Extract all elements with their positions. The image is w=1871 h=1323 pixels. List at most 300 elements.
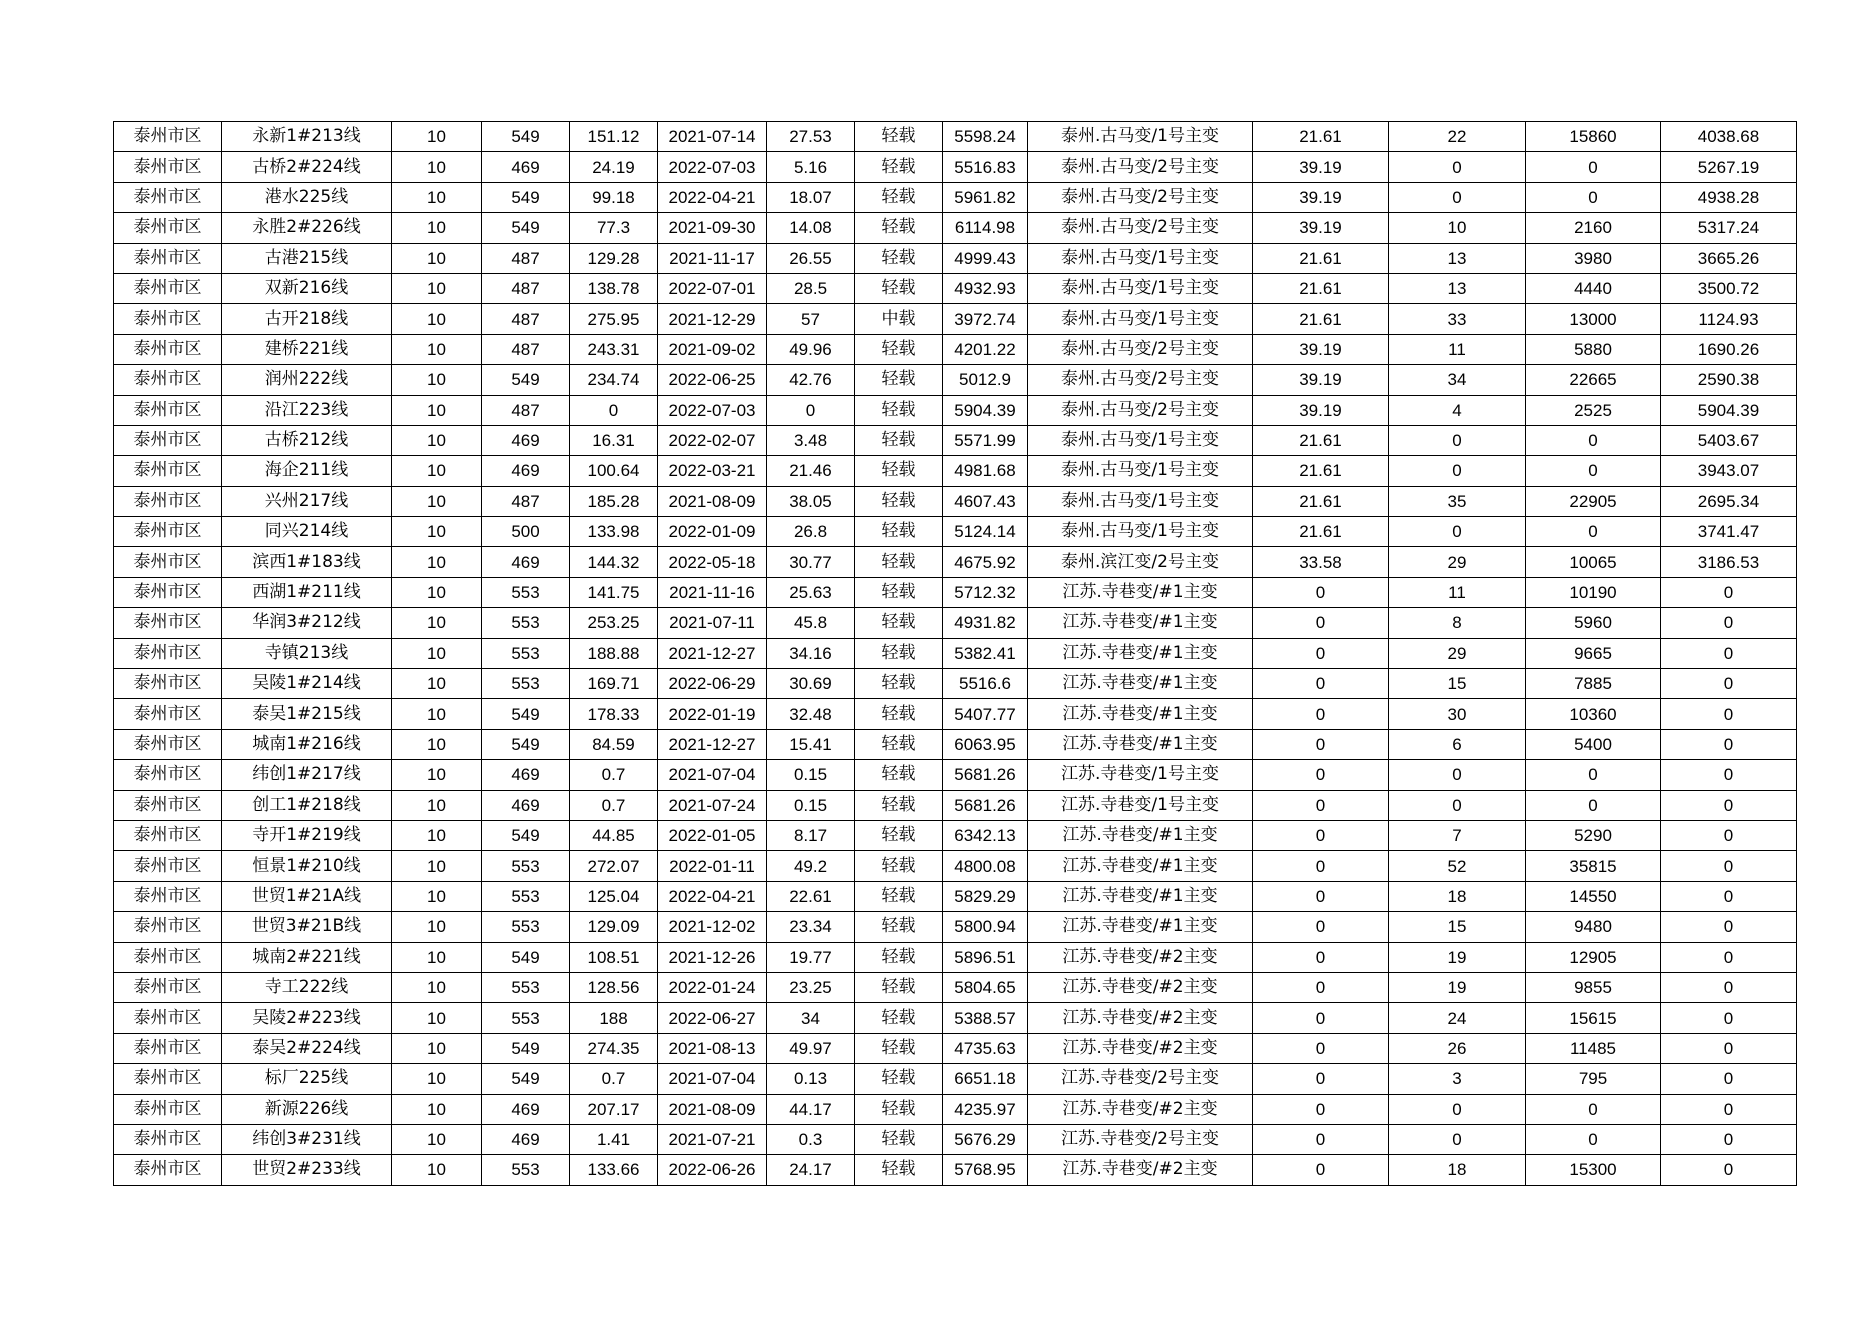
table-row (114, 577, 1797, 607)
area-cell: 泰州市区 (114, 456, 222, 486)
load-rate-cell: 0 (767, 395, 855, 425)
voltage-cell: 10 (392, 942, 482, 972)
rated-current-cell: 553 (482, 1155, 570, 1185)
transformer-load-cell: 21.61 (1253, 486, 1389, 516)
area-cell: 泰州市区 (114, 881, 222, 911)
table-row (114, 608, 1797, 638)
available-capacity-cell: 6651.18 (943, 1064, 1028, 1094)
max-current-cell: 133.98 (570, 517, 658, 547)
substation-transformer-cell: 江苏.寺巷变/#2主变 (1028, 1155, 1253, 1185)
capacity-cell: 5880 (1526, 334, 1661, 364)
capacity-cell: 12905 (1526, 942, 1661, 972)
available-capacity-cell: 5904.39 (943, 395, 1028, 425)
substation-transformer-cell: 江苏.寺巷变/2号主变 (1028, 1124, 1253, 1154)
transformer-load-cell: 0 (1253, 851, 1389, 881)
transformer-load-cell: 21.61 (1253, 304, 1389, 334)
table-row (114, 182, 1797, 212)
max-current-cell: 100.64 (570, 456, 658, 486)
voltage-cell: 10 (392, 243, 482, 273)
load-rate-cell: 25.63 (767, 577, 855, 607)
table-row (114, 334, 1797, 364)
rated-current-cell: 553 (482, 881, 570, 911)
available-capacity-cell: 6342.13 (943, 820, 1028, 850)
count-cell: 13 (1389, 273, 1526, 303)
voltage-cell: 10 (392, 1155, 482, 1185)
line-name-cell: 永胜2#226线 (222, 213, 392, 243)
load-rate-cell: 24.17 (767, 1155, 855, 1185)
rated-current-cell: 553 (482, 972, 570, 1002)
table-row (114, 365, 1797, 395)
capacity-cell: 795 (1526, 1064, 1661, 1094)
rated-current-cell: 549 (482, 1064, 570, 1094)
max-current-cell: 84.59 (570, 729, 658, 759)
voltage-cell: 10 (392, 608, 482, 638)
transformer-load-cell: 0 (1253, 912, 1389, 942)
date-cell: 2021-07-21 (658, 1124, 767, 1154)
voltage-cell: 10 (392, 152, 482, 182)
remaining-capacity-cell: 4938.28 (1661, 182, 1797, 212)
date-cell: 2022-06-26 (658, 1155, 767, 1185)
rated-current-cell: 487 (482, 334, 570, 364)
line-name-cell: 古港215线 (222, 243, 392, 273)
transformer-load-cell: 0 (1253, 699, 1389, 729)
available-capacity-cell: 4999.43 (943, 243, 1028, 273)
available-capacity-cell: 5407.77 (943, 699, 1028, 729)
available-capacity-cell: 4201.22 (943, 334, 1028, 364)
max-current-cell: 138.78 (570, 273, 658, 303)
voltage-cell: 10 (392, 213, 482, 243)
area-cell: 泰州市区 (114, 334, 222, 364)
available-capacity-cell: 5961.82 (943, 182, 1028, 212)
transformer-load-cell: 0 (1253, 1094, 1389, 1124)
remaining-capacity-cell: 5267.19 (1661, 152, 1797, 182)
remaining-capacity-cell: 0 (1661, 881, 1797, 911)
count-cell: 24 (1389, 1003, 1526, 1033)
count-cell: 18 (1389, 1155, 1526, 1185)
table-row (114, 729, 1797, 759)
remaining-capacity-cell: 0 (1661, 1064, 1797, 1094)
rated-current-cell: 487 (482, 273, 570, 303)
substation-transformer-cell: 泰州.古马变/2号主变 (1028, 152, 1253, 182)
capacity-cell: 0 (1526, 1094, 1661, 1124)
table-row (114, 942, 1797, 972)
max-current-cell: 99.18 (570, 182, 658, 212)
table-row (114, 425, 1797, 455)
load-status-cell: 轻载 (855, 486, 943, 516)
area-cell: 泰州市区 (114, 152, 222, 182)
line-name-cell: 世贸3#21B线 (222, 912, 392, 942)
table-row (114, 972, 1797, 1002)
capacity-cell: 5960 (1526, 608, 1661, 638)
transformer-load-cell: 21.61 (1253, 243, 1389, 273)
transformer-load-cell: 39.19 (1253, 152, 1389, 182)
available-capacity-cell: 4800.08 (943, 851, 1028, 881)
count-cell: 29 (1389, 638, 1526, 668)
load-status-cell: 轻载 (855, 1064, 943, 1094)
count-cell: 0 (1389, 790, 1526, 820)
load-status-cell: 轻载 (855, 820, 943, 850)
substation-transformer-cell: 江苏.寺巷变/#1主变 (1028, 638, 1253, 668)
load-rate-cell: 49.96 (767, 334, 855, 364)
voltage-cell: 10 (392, 1033, 482, 1063)
area-cell: 泰州市区 (114, 608, 222, 638)
load-rate-cell: 14.08 (767, 213, 855, 243)
count-cell: 4 (1389, 395, 1526, 425)
date-cell: 2021-07-11 (658, 608, 767, 638)
rated-current-cell: 469 (482, 547, 570, 577)
date-cell: 2022-01-11 (658, 851, 767, 881)
load-status-cell: 中载 (855, 304, 943, 334)
area-cell: 泰州市区 (114, 577, 222, 607)
count-cell: 15 (1389, 912, 1526, 942)
count-cell: 22 (1389, 122, 1526, 152)
substation-transformer-cell: 江苏.寺巷变/#1主变 (1028, 608, 1253, 638)
table-row (114, 1064, 1797, 1094)
substation-transformer-cell: 江苏.寺巷变/#2主变 (1028, 942, 1253, 972)
date-cell: 2022-04-21 (658, 182, 767, 212)
line-name-cell: 海企211线 (222, 456, 392, 486)
date-cell: 2022-04-21 (658, 881, 767, 911)
substation-transformer-cell: 泰州.古马变/1号主变 (1028, 304, 1253, 334)
area-cell: 泰州市区 (114, 1064, 222, 1094)
remaining-capacity-cell: 0 (1661, 608, 1797, 638)
capacity-cell: 5290 (1526, 820, 1661, 850)
remaining-capacity-cell: 3665.26 (1661, 243, 1797, 273)
transformer-load-cell: 0 (1253, 729, 1389, 759)
substation-transformer-cell: 泰州.滨江变/2号主变 (1028, 547, 1253, 577)
voltage-cell: 10 (392, 456, 482, 486)
load-status-cell: 轻载 (855, 881, 943, 911)
table-row (114, 851, 1797, 881)
rated-current-cell: 549 (482, 699, 570, 729)
area-cell: 泰州市区 (114, 729, 222, 759)
line-name-cell: 古开218线 (222, 304, 392, 334)
area-cell: 泰州市区 (114, 638, 222, 668)
line-name-cell: 恒景1#210线 (222, 851, 392, 881)
transformer-load-cell: 21.61 (1253, 425, 1389, 455)
voltage-cell: 10 (392, 577, 482, 607)
rated-current-cell: 549 (482, 820, 570, 850)
substation-transformer-cell: 江苏.寺巷变/#1主变 (1028, 851, 1253, 881)
remaining-capacity-cell: 3943.07 (1661, 456, 1797, 486)
rated-current-cell: 549 (482, 213, 570, 243)
line-name-cell: 寺工222线 (222, 972, 392, 1002)
load-status-cell: 轻载 (855, 942, 943, 972)
remaining-capacity-cell: 2590.38 (1661, 365, 1797, 395)
area-cell: 泰州市区 (114, 425, 222, 455)
load-status-cell: 轻载 (855, 1033, 943, 1063)
capacity-cell: 9480 (1526, 912, 1661, 942)
count-cell: 0 (1389, 517, 1526, 547)
area-cell: 泰州市区 (114, 851, 222, 881)
table-row (114, 547, 1797, 577)
transformer-load-cell: 0 (1253, 790, 1389, 820)
max-current-cell: 169.71 (570, 669, 658, 699)
voltage-cell: 10 (392, 972, 482, 1002)
remaining-capacity-cell: 0 (1661, 1094, 1797, 1124)
rated-current-cell: 549 (482, 122, 570, 152)
date-cell: 2022-01-19 (658, 699, 767, 729)
line-name-cell: 滨西1#183线 (222, 547, 392, 577)
date-cell: 2022-01-24 (658, 972, 767, 1002)
line-name-cell: 沿江223线 (222, 395, 392, 425)
rated-current-cell: 553 (482, 669, 570, 699)
table-row (114, 243, 1797, 273)
available-capacity-cell: 5516.83 (943, 152, 1028, 182)
line-name-cell: 润州222线 (222, 365, 392, 395)
load-rate-cell: 8.17 (767, 820, 855, 850)
date-cell: 2022-05-18 (658, 547, 767, 577)
load-rate-cell: 45.8 (767, 608, 855, 638)
remaining-capacity-cell: 0 (1661, 851, 1797, 881)
max-current-cell: 151.12 (570, 122, 658, 152)
load-status-cell: 轻载 (855, 669, 943, 699)
area-cell: 泰州市区 (114, 243, 222, 273)
max-current-cell: 24.19 (570, 152, 658, 182)
area-cell: 泰州市区 (114, 942, 222, 972)
substation-transformer-cell: 泰州.古马变/1号主变 (1028, 486, 1253, 516)
area-cell: 泰州市区 (114, 1094, 222, 1124)
transformer-load-cell: 21.61 (1253, 122, 1389, 152)
available-capacity-cell: 5598.24 (943, 122, 1028, 152)
voltage-cell: 10 (392, 547, 482, 577)
table-row (114, 395, 1797, 425)
transformer-load-cell: 39.19 (1253, 213, 1389, 243)
transformer-load-cell: 0 (1253, 760, 1389, 790)
line-name-cell: 标厂225线 (222, 1064, 392, 1094)
remaining-capacity-cell: 0 (1661, 699, 1797, 729)
available-capacity-cell: 5388.57 (943, 1003, 1028, 1033)
transformer-load-cell: 0 (1253, 1033, 1389, 1063)
area-cell: 泰州市区 (114, 547, 222, 577)
max-current-cell: 178.33 (570, 699, 658, 729)
count-cell: 11 (1389, 334, 1526, 364)
max-current-cell: 144.32 (570, 547, 658, 577)
rated-current-cell: 487 (482, 304, 570, 334)
load-status-cell: 轻载 (855, 243, 943, 273)
count-cell: 35 (1389, 486, 1526, 516)
max-current-cell: 234.74 (570, 365, 658, 395)
line-name-cell: 吴陵2#223线 (222, 1003, 392, 1033)
max-current-cell: 185.28 (570, 486, 658, 516)
remaining-capacity-cell: 5403.67 (1661, 425, 1797, 455)
substation-transformer-cell: 泰州.古马变/2号主变 (1028, 182, 1253, 212)
table-row (114, 517, 1797, 547)
substation-transformer-cell: 泰州.古马变/1号主变 (1028, 273, 1253, 303)
max-current-cell: 141.75 (570, 577, 658, 607)
load-rate-cell: 44.17 (767, 1094, 855, 1124)
voltage-cell: 10 (392, 122, 482, 152)
area-cell: 泰州市区 (114, 395, 222, 425)
date-cell: 2021-12-29 (658, 304, 767, 334)
capacity-cell: 9665 (1526, 638, 1661, 668)
load-rate-cell: 32.48 (767, 699, 855, 729)
load-status-cell: 轻载 (855, 699, 943, 729)
substation-transformer-cell: 泰州.古马变/2号主变 (1028, 334, 1253, 364)
count-cell: 52 (1389, 851, 1526, 881)
count-cell: 0 (1389, 760, 1526, 790)
rated-current-cell: 553 (482, 577, 570, 607)
area-cell: 泰州市区 (114, 213, 222, 243)
max-current-cell: 207.17 (570, 1094, 658, 1124)
substation-transformer-cell: 江苏.寺巷变/#1主变 (1028, 820, 1253, 850)
capacity-cell: 0 (1526, 456, 1661, 486)
voltage-cell: 10 (392, 638, 482, 668)
max-current-cell: 0.7 (570, 790, 658, 820)
voltage-cell: 10 (392, 669, 482, 699)
capacity-cell: 14550 (1526, 881, 1661, 911)
remaining-capacity-cell: 0 (1661, 638, 1797, 668)
transformer-load-cell: 39.19 (1253, 334, 1389, 364)
area-cell: 泰州市区 (114, 760, 222, 790)
available-capacity-cell: 5681.26 (943, 760, 1028, 790)
table-row (114, 456, 1797, 486)
area-cell: 泰州市区 (114, 912, 222, 942)
transformer-load-cell: 0 (1253, 577, 1389, 607)
load-rate-cell: 26.8 (767, 517, 855, 547)
rated-current-cell: 553 (482, 638, 570, 668)
line-name-cell: 古桥212线 (222, 425, 392, 455)
load-rate-cell: 49.97 (767, 1033, 855, 1063)
transformer-load-cell: 0 (1253, 942, 1389, 972)
load-status-cell: 轻载 (855, 638, 943, 668)
load-rate-cell: 57 (767, 304, 855, 334)
capacity-cell: 0 (1526, 182, 1661, 212)
table-row (114, 152, 1797, 182)
rated-current-cell: 549 (482, 729, 570, 759)
substation-transformer-cell: 江苏.寺巷变/#1主变 (1028, 912, 1253, 942)
line-name-cell: 城南1#216线 (222, 729, 392, 759)
table-row (114, 122, 1797, 152)
max-current-cell: 0.7 (570, 760, 658, 790)
area-cell: 泰州市区 (114, 1155, 222, 1185)
transformer-load-cell: 0 (1253, 820, 1389, 850)
date-cell: 2021-09-30 (658, 213, 767, 243)
substation-transformer-cell: 江苏.寺巷变/#1主变 (1028, 881, 1253, 911)
available-capacity-cell: 5896.51 (943, 942, 1028, 972)
remaining-capacity-cell: 0 (1661, 972, 1797, 1002)
max-current-cell: 0.7 (570, 1064, 658, 1094)
remaining-capacity-cell: 5904.39 (1661, 395, 1797, 425)
rated-current-cell: 487 (482, 486, 570, 516)
rated-current-cell: 553 (482, 1003, 570, 1033)
table-row (114, 820, 1797, 850)
load-rate-cell: 0.13 (767, 1064, 855, 1094)
load-status-cell: 轻载 (855, 517, 943, 547)
load-rate-cell: 23.34 (767, 912, 855, 942)
load-status-cell: 轻载 (855, 425, 943, 455)
rated-current-cell: 553 (482, 851, 570, 881)
remaining-capacity-cell: 0 (1661, 1155, 1797, 1185)
load-rate-cell: 30.69 (767, 669, 855, 699)
voltage-cell: 10 (392, 790, 482, 820)
substation-transformer-cell: 江苏.寺巷变/#1主变 (1028, 699, 1253, 729)
capacity-cell: 35815 (1526, 851, 1661, 881)
table-row (114, 1094, 1797, 1124)
table-row (114, 1124, 1797, 1154)
line-name-cell: 泰吴1#215线 (222, 699, 392, 729)
date-cell: 2021-08-13 (658, 1033, 767, 1063)
line-name-cell: 城南2#221线 (222, 942, 392, 972)
line-name-cell: 永新1#213线 (222, 122, 392, 152)
substation-transformer-cell: 江苏.寺巷变/1号主变 (1028, 790, 1253, 820)
voltage-cell: 10 (392, 1124, 482, 1154)
count-cell: 19 (1389, 972, 1526, 1002)
capacity-cell: 7885 (1526, 669, 1661, 699)
rated-current-cell: 549 (482, 942, 570, 972)
load-status-cell: 轻载 (855, 122, 943, 152)
voltage-cell: 10 (392, 1064, 482, 1094)
max-current-cell: 0 (570, 395, 658, 425)
table-row (114, 881, 1797, 911)
load-status-cell: 轻载 (855, 577, 943, 607)
load-rate-cell: 22.61 (767, 881, 855, 911)
load-status-cell: 轻载 (855, 1124, 943, 1154)
date-cell: 2021-12-27 (658, 638, 767, 668)
capacity-cell: 15615 (1526, 1003, 1661, 1033)
rated-current-cell: 553 (482, 608, 570, 638)
load-status-cell: 轻载 (855, 729, 943, 759)
substation-transformer-cell: 泰州.古马变/1号主变 (1028, 425, 1253, 455)
transformer-load-cell: 0 (1253, 1003, 1389, 1033)
line-name-cell: 新源226线 (222, 1094, 392, 1124)
substation-transformer-cell: 江苏.寺巷变/#2主变 (1028, 1003, 1253, 1033)
load-rate-cell: 18.07 (767, 182, 855, 212)
transformer-load-cell: 21.61 (1253, 456, 1389, 486)
capacity-cell: 2525 (1526, 395, 1661, 425)
substation-transformer-cell: 泰州.古马变/1号主变 (1028, 517, 1253, 547)
substation-transformer-cell: 泰州.古马变/2号主变 (1028, 213, 1253, 243)
load-status-cell: 轻载 (855, 365, 943, 395)
capacity-cell: 10190 (1526, 577, 1661, 607)
count-cell: 26 (1389, 1033, 1526, 1063)
available-capacity-cell: 6114.98 (943, 213, 1028, 243)
table-row (114, 1155, 1797, 1185)
load-rate-cell: 27.53 (767, 122, 855, 152)
remaining-capacity-cell: 4038.68 (1661, 122, 1797, 152)
date-cell: 2021-12-26 (658, 942, 767, 972)
rated-current-cell: 487 (482, 243, 570, 273)
table-row (114, 304, 1797, 334)
line-name-cell: 建桥221线 (222, 334, 392, 364)
available-capacity-cell: 4735.63 (943, 1033, 1028, 1063)
area-cell: 泰州市区 (114, 820, 222, 850)
area-cell: 泰州市区 (114, 182, 222, 212)
capacity-cell: 0 (1526, 152, 1661, 182)
line-name-cell: 创工1#218线 (222, 790, 392, 820)
rated-current-cell: 549 (482, 365, 570, 395)
area-cell: 泰州市区 (114, 122, 222, 152)
available-capacity-cell: 4931.82 (943, 608, 1028, 638)
available-capacity-cell: 4932.93 (943, 273, 1028, 303)
line-name-cell: 港水225线 (222, 182, 392, 212)
load-rate-cell: 28.5 (767, 273, 855, 303)
substation-transformer-cell: 江苏.寺巷变/#1主变 (1028, 577, 1253, 607)
available-capacity-cell: 5571.99 (943, 425, 1028, 455)
available-capacity-cell: 5768.95 (943, 1155, 1028, 1185)
rated-current-cell: 549 (482, 1033, 570, 1063)
date-cell: 2022-06-29 (658, 669, 767, 699)
area-cell: 泰州市区 (114, 669, 222, 699)
date-cell: 2022-02-07 (658, 425, 767, 455)
transformer-load-cell: 0 (1253, 638, 1389, 668)
voltage-cell: 10 (392, 273, 482, 303)
table-row (114, 699, 1797, 729)
area-cell: 泰州市区 (114, 1003, 222, 1033)
voltage-cell: 10 (392, 425, 482, 455)
count-cell: 30 (1389, 699, 1526, 729)
voltage-cell: 10 (392, 304, 482, 334)
